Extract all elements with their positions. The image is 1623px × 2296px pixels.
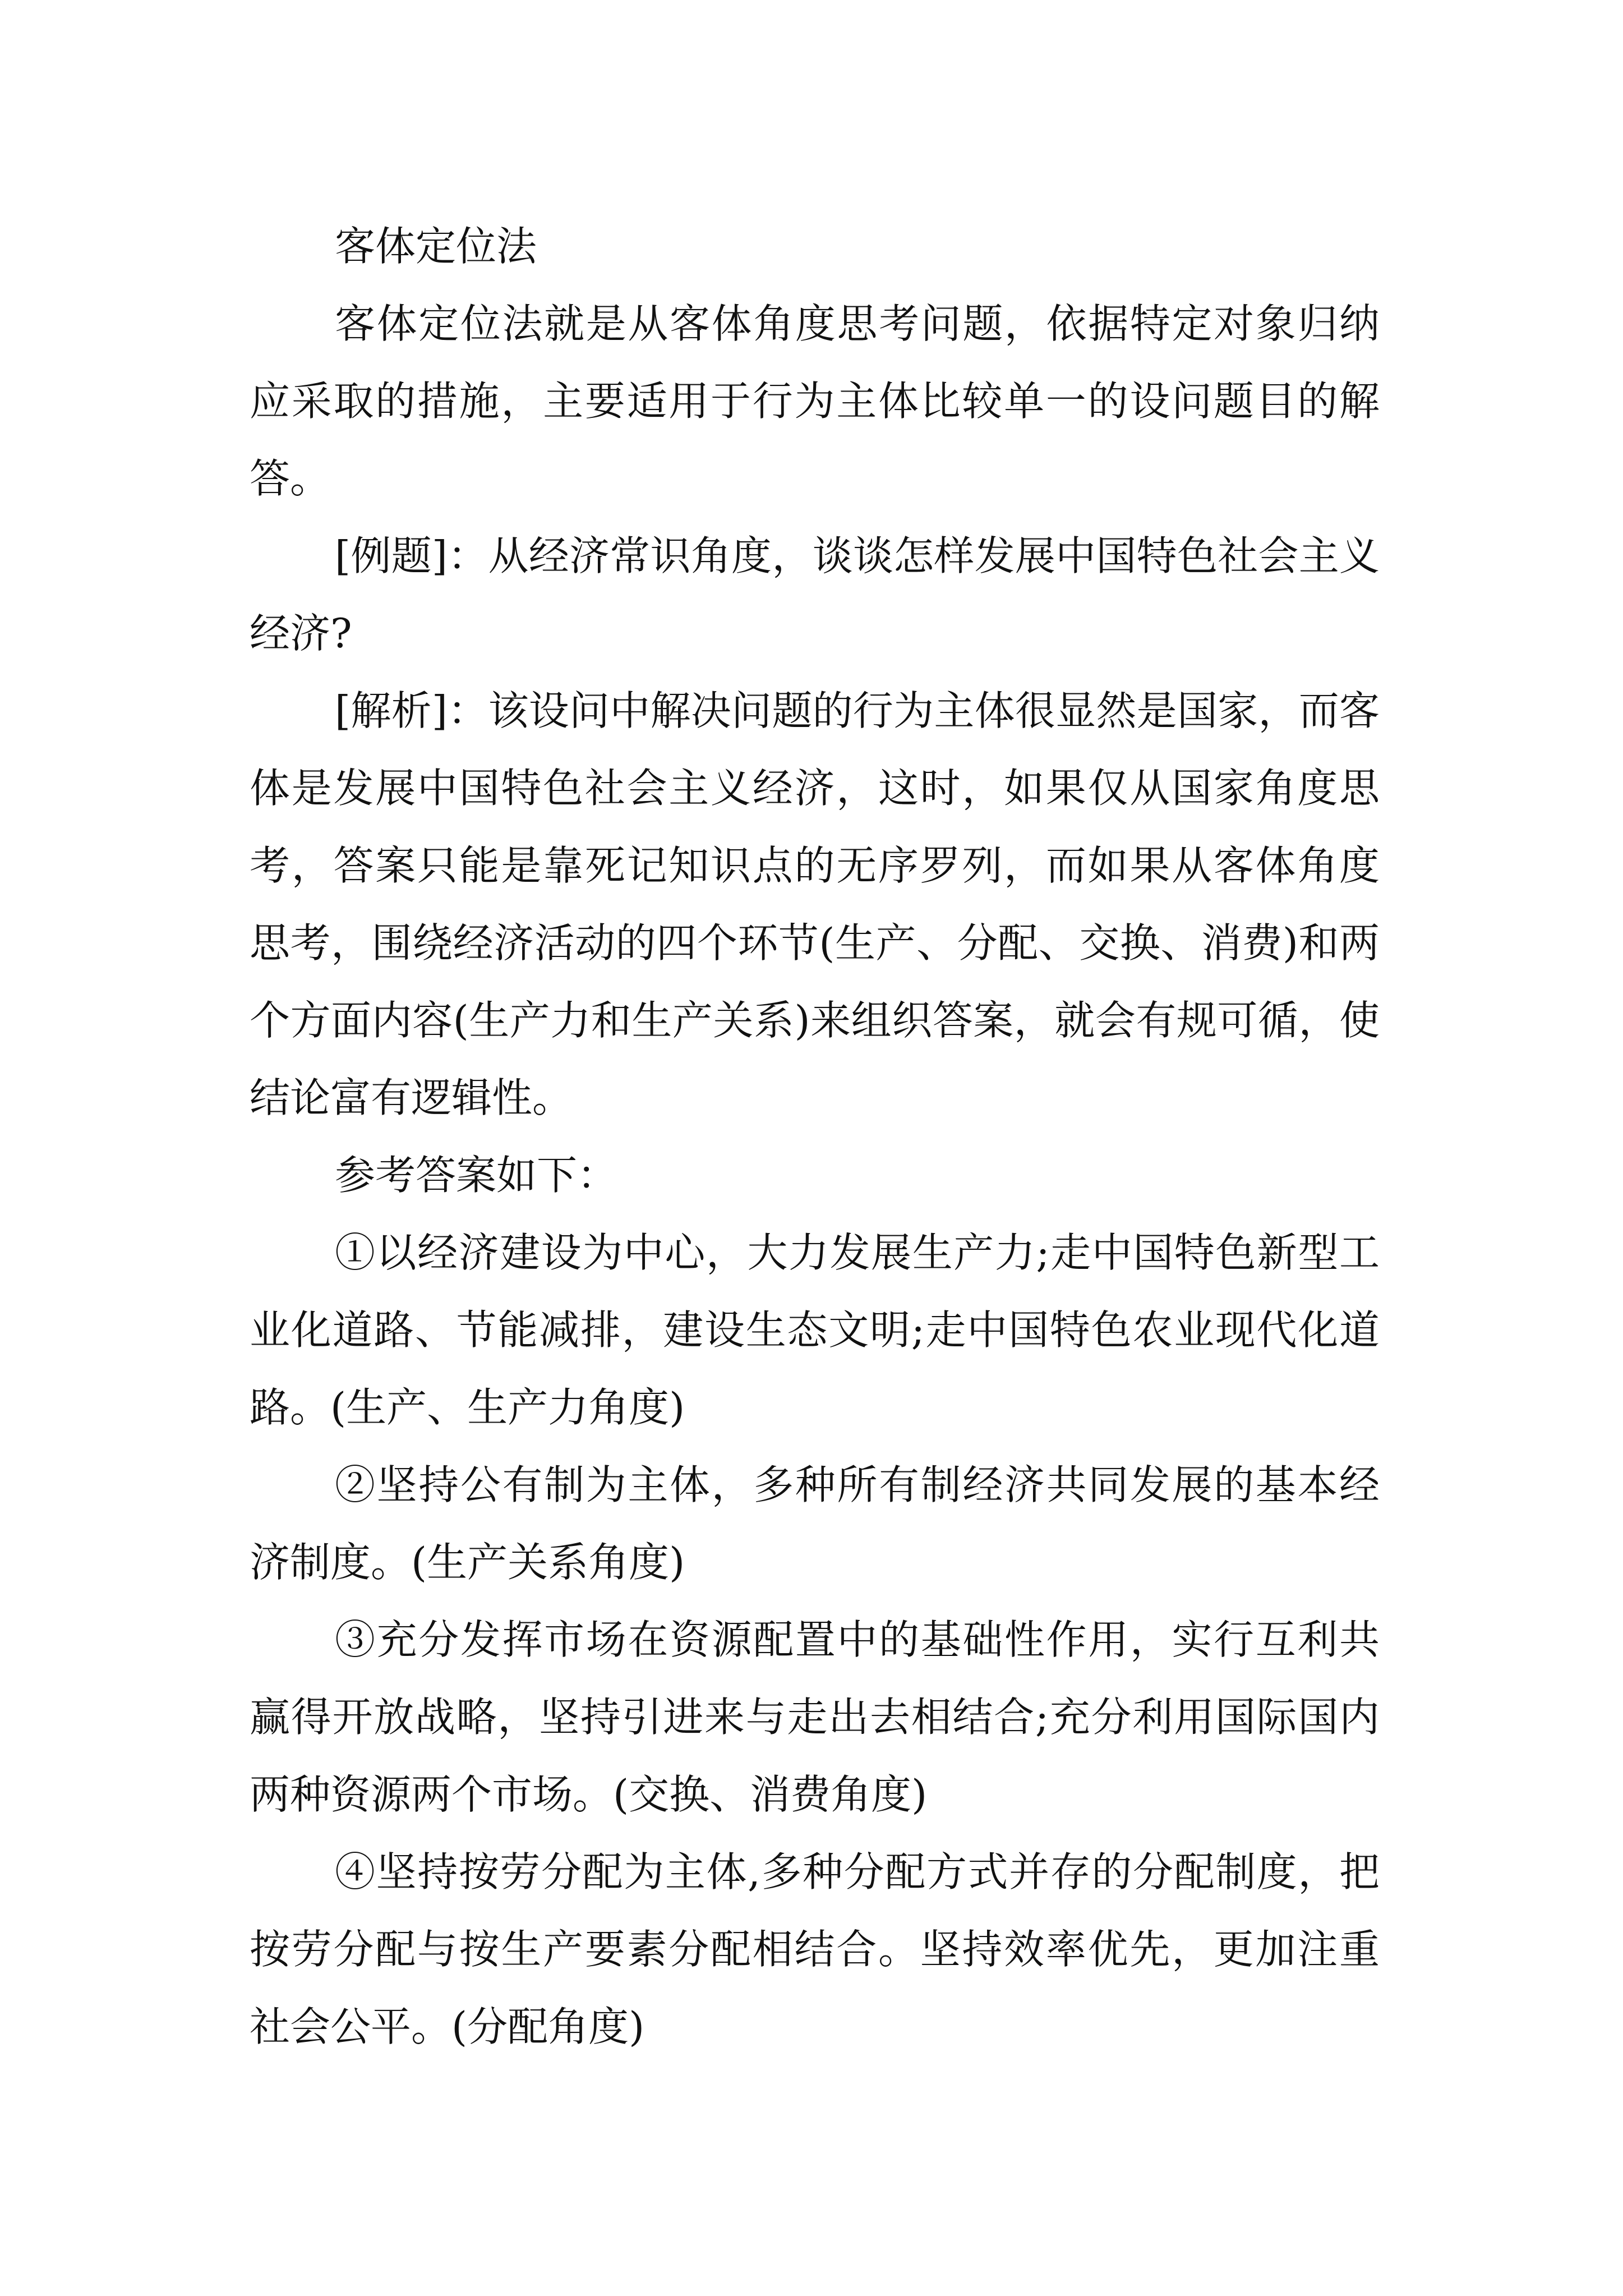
- analysis-paragraph: [解析]：该设问中解决问题的行为主体很显然是国家，而客体是发展中国特色社会主义经济，这时，如果仅从国家角度思考，答案只能是靠死记知识点的无序罗列，而如果从客体角度思考，围绕经济活动的四个环节(生产、分配、交换、消费)和两个方面内容(生产力和生产关系)来组织答案，就会有规可循，使结论富有逻辑性。: [250, 687, 1380, 1121]
- answer-intro: 参考答案如下：: [335, 1152, 618, 1199]
- definition-paragraph: 客体定位法就是从客体角度思考问题，依据特定对象归纳应采取的措施，主要适用于行为主体比较单一的设问题目的解答。: [250, 300, 1380, 502]
- section-heading: 客体定位法: [335, 223, 537, 270]
- answer-item-2: ②坚持公有制为主体，多种所有制经济共同发展的基本经济制度。(生产关系角度): [250, 1461, 1380, 1586]
- example-question: [例题]：从经济常识角度，谈谈怎样发展中国特色社会主义经济?: [250, 532, 1380, 657]
- answer-item-1: ①以经济建设为中心，大力发展生产力;走中国特色新型工业化道路、节能减排，建设生态文明;走中国特色农业现代化道路。(生产、生产力角度): [250, 1229, 1380, 1431]
- document-page: [250, 208, 1380, 2065]
- answer-item-3: ③充分发挥市场在资源配置中的基础性作用，实行互利共赢得开放战略，坚持引进来与走出去相结合;充分利用国际国内两种资源两个市场。(交换、消费角度): [250, 1616, 1380, 1818]
- answer-item-4: ④坚持按劳分配为主体,多种分配方式并存的分配制度，把按劳分配与按生产要素分配相结合。坚持效率优先，更加注重社会公平。(分配角度): [250, 1848, 1380, 2050]
